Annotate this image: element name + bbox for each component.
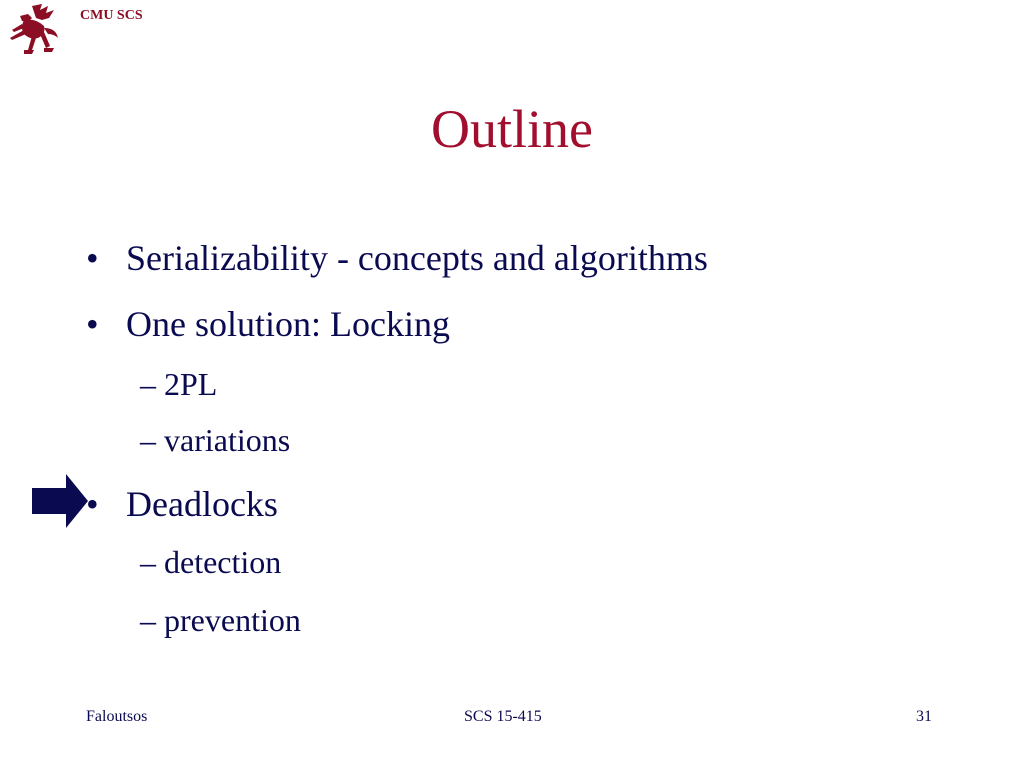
footer-course: SCS 15-415	[464, 708, 542, 725]
bullet-dot: •	[86, 484, 99, 524]
footer-author: Faloutsos	[86, 708, 148, 725]
bullet-label: Deadlocks	[126, 484, 278, 524]
sub-item-variations: – variations	[140, 422, 291, 458]
bullet-dot: •	[86, 238, 99, 278]
slide-title: Outline	[431, 99, 593, 159]
bullet-label: One solution: Locking	[126, 304, 450, 344]
bullet-item-serializability	[86, 240, 708, 276]
org-label: CMU SCS	[80, 8, 143, 23]
bullet-item-locking	[86, 306, 450, 342]
griffin-logo-icon	[2, 2, 62, 58]
footer-page-number: 31	[916, 708, 932, 725]
bullet-label: Serializability - concepts and algorithms	[126, 238, 708, 278]
sub-item-prevention: – prevention	[140, 602, 301, 638]
sub-item-detection: – detection	[140, 544, 282, 580]
bullet-item-deadlocks	[86, 486, 278, 522]
sub-item-2pl: – 2PL	[140, 366, 218, 402]
bullet-dot: •	[86, 304, 99, 344]
right-arrow-icon	[32, 474, 88, 528]
